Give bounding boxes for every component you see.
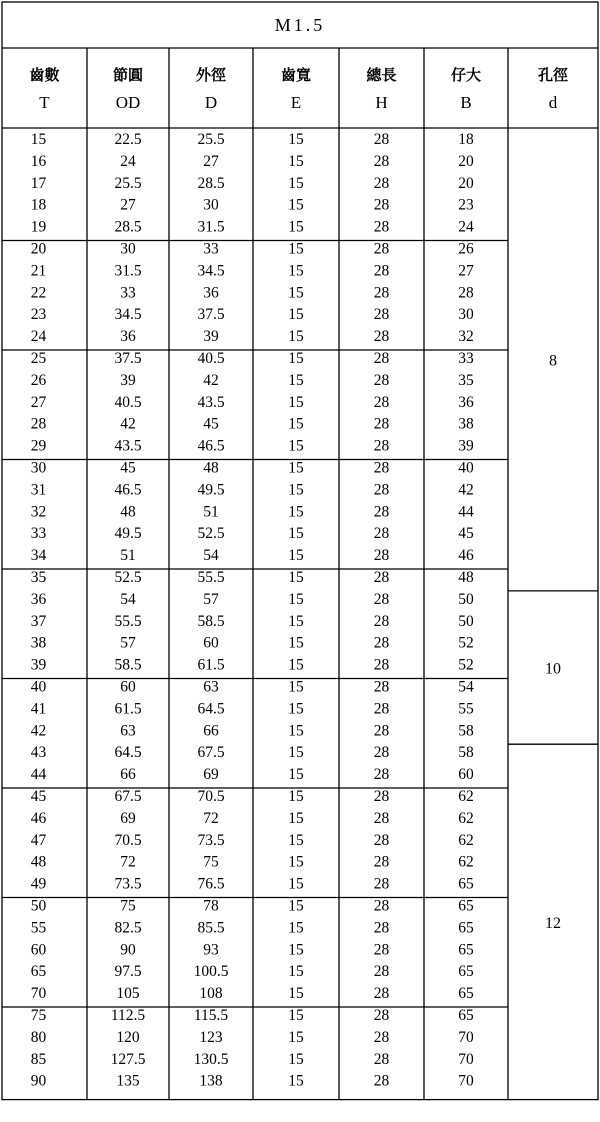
table-cell: 52: [458, 656, 474, 674]
header-name: 總長: [366, 66, 397, 84]
table-cell: 15: [288, 503, 304, 521]
table-cell: 15: [288, 1007, 304, 1024]
table-cell: 28: [373, 240, 390, 258]
table-cell: 65: [458, 985, 474, 1003]
table-cell: 36: [30, 590, 47, 608]
table-cell: 58.5: [197, 612, 225, 630]
header-symbol: H: [375, 93, 388, 112]
table-cell: 15: [288, 941, 304, 959]
table-cell: 28: [373, 853, 390, 871]
table-cell: 45: [120, 459, 136, 477]
table-cell: 35: [458, 371, 474, 389]
table-cell: 35: [30, 569, 47, 586]
table-cell: 28: [373, 1007, 390, 1024]
table-cell: 54: [458, 678, 474, 696]
table-cell: 33: [30, 525, 47, 543]
table-cell: 15: [288, 766, 304, 784]
header-cell: [365, 66, 396, 112]
table-cell: 33: [458, 350, 474, 367]
table-cell: 75: [203, 853, 219, 871]
table-cell: 28: [373, 919, 390, 937]
table-cell: 61.5: [197, 656, 225, 674]
table-cell: 15: [288, 547, 304, 565]
table-cell: 28.5: [114, 218, 142, 236]
table-cell: 28: [373, 152, 390, 170]
table-cell: 90: [120, 941, 136, 959]
table-cell: 78: [203, 897, 219, 915]
table-cell: 15: [288, 306, 304, 324]
table-cell: 65: [458, 897, 474, 915]
table-cell: 28: [373, 1072, 390, 1090]
table-cell: 28: [373, 744, 390, 762]
table-cell: 33: [120, 284, 136, 302]
table-cell: 72: [120, 853, 136, 871]
header-cell: [538, 66, 568, 112]
table-cell: 65: [458, 1007, 474, 1024]
table-cell: 34: [30, 547, 47, 565]
table-cell: 27: [458, 262, 474, 280]
header-cell: [196, 66, 226, 112]
table-cell: 42: [458, 481, 474, 499]
table-cell: 15: [288, 678, 304, 696]
table-cell: 31.5: [114, 262, 142, 280]
table-cell: 15: [288, 1072, 304, 1090]
table-cell: 47: [30, 831, 47, 849]
table-cell: 15: [288, 656, 304, 674]
table-cell: 28: [373, 612, 390, 630]
table-cell: 45: [203, 415, 219, 433]
table-cell: 58.5: [114, 656, 142, 674]
table-cell: 28: [373, 525, 390, 543]
table-cell: 52.5: [197, 525, 225, 543]
table-cell: 63: [120, 722, 136, 740]
table-cell: 49.5: [197, 481, 225, 499]
table-cell: 115.5: [193, 1007, 229, 1024]
table-cell: 25: [30, 350, 47, 367]
table-cell: 20: [30, 240, 47, 258]
table-cell: 26: [458, 240, 474, 258]
header-name: 外徑: [195, 66, 227, 84]
table-cell: 42: [30, 722, 47, 740]
table-cell: 38: [458, 415, 474, 433]
table-cell: 28: [373, 262, 390, 280]
table-row: [31, 328, 474, 345]
table-cell: 85: [30, 1050, 47, 1068]
table-cell: 28: [373, 722, 390, 740]
table-cell: 48: [203, 459, 219, 477]
table-cell: 73.5: [197, 831, 225, 849]
table-cell: 15: [288, 174, 304, 192]
table-cell: 64.5: [114, 744, 142, 762]
table-cell: 15: [288, 284, 304, 302]
table-cell: 69: [120, 809, 136, 827]
table-cell: 64.5: [197, 700, 225, 718]
table-cell: 39: [203, 328, 219, 346]
table-cell: 72: [203, 809, 219, 827]
table-cell: 62: [458, 788, 474, 805]
table-cell: 39: [30, 656, 47, 674]
table-cell: 46.5: [197, 437, 225, 455]
table-cell: 15: [288, 196, 304, 214]
table-cell: 28: [373, 634, 390, 652]
table-cell: 28: [373, 678, 390, 696]
table-cell: 15: [288, 809, 304, 827]
table-cell: 50: [30, 897, 47, 915]
table-cell: 15: [288, 218, 304, 236]
table-cell: 15: [288, 525, 304, 543]
table-cell: 46: [30, 809, 47, 827]
table-cell: 21: [30, 262, 47, 280]
table-cell: 29: [30, 437, 47, 455]
table-cell: 80: [30, 1028, 47, 1046]
table-cell: 30: [120, 240, 136, 258]
bore-value: 12: [545, 914, 561, 932]
table-cell: 60: [30, 941, 47, 959]
table-cell: 60: [458, 766, 474, 784]
table-cell: 36: [458, 393, 474, 411]
table-cell: 48: [30, 853, 47, 871]
table-cell: 15: [288, 240, 304, 258]
table-cell: 67.5: [197, 744, 225, 762]
table-cell: 63: [203, 678, 219, 696]
table-cell: 48: [458, 569, 474, 586]
table-cell: 19: [30, 218, 47, 236]
table-cell: 28: [373, 809, 390, 827]
table-cell: 15: [288, 744, 304, 762]
table-cell: 15: [288, 437, 304, 455]
table-cell: 20: [458, 152, 474, 170]
table-cell: 32: [30, 503, 47, 521]
header-name: 齒寬: [280, 66, 312, 84]
header-symbol: OD: [115, 93, 141, 112]
table-cell: 54: [120, 590, 136, 608]
table-cell: 28: [373, 875, 390, 893]
table-cell: 25.5: [114, 174, 142, 192]
table-cell: 130.5: [193, 1050, 229, 1068]
table-cell: 57: [120, 634, 136, 652]
table-cell: 28: [373, 437, 390, 455]
table-cell: 28.5: [197, 174, 225, 192]
table-cell: 18: [30, 196, 47, 214]
table-cell: 28: [373, 569, 390, 586]
table-cell: 15: [288, 722, 304, 740]
table-cell: 44: [30, 766, 47, 784]
header-cell: [29, 66, 59, 112]
table-cell: 28: [373, 350, 390, 367]
table-cell: 28: [373, 328, 390, 346]
table-cell: 30: [203, 196, 219, 214]
table-cell: 28: [373, 459, 390, 477]
table-cell: 15: [288, 481, 304, 499]
table-cell: 28: [373, 174, 390, 192]
table-cell: 15: [288, 875, 304, 893]
table-cell: 62: [458, 809, 474, 827]
table-cell: 20: [458, 174, 474, 192]
table-cell: 69: [203, 766, 219, 784]
table-cell: 60: [120, 678, 136, 696]
table-cell: 28: [373, 415, 390, 433]
table-cell: 70: [30, 985, 47, 1003]
table-cell: 15: [288, 262, 304, 280]
table-cell: 65: [458, 875, 474, 893]
table-cell: 15: [288, 371, 304, 389]
table-cell: 52: [458, 634, 474, 652]
table-cell: 32: [458, 328, 474, 346]
table-cell: 67.5: [114, 788, 142, 805]
table-cell: 15: [288, 1050, 304, 1068]
table-cell: 135: [116, 1072, 140, 1090]
table-cell: 112.5: [110, 1007, 146, 1024]
table-cell: 27: [203, 152, 219, 170]
table-cell: 28: [373, 371, 390, 389]
table-cell: 58: [458, 722, 474, 740]
table-cell: 55: [458, 700, 474, 718]
table-cell: 45: [30, 788, 47, 805]
table-cell: 138: [199, 1072, 223, 1090]
table-cell: 105: [116, 985, 140, 1003]
table-cell: 28: [373, 503, 390, 521]
table-cell: 23: [458, 196, 474, 214]
table-cell: 58: [458, 744, 474, 762]
table-cell: 39: [120, 371, 136, 389]
table-cell: 26: [30, 371, 47, 389]
table-cell: 27: [120, 196, 136, 214]
table-cell: 37: [30, 612, 47, 630]
table-cell: 23: [30, 306, 47, 324]
table-cell: 43.5: [197, 393, 225, 411]
table-cell: 36: [203, 284, 219, 302]
table-cell: 120: [116, 1028, 140, 1046]
table-cell: 38: [30, 634, 47, 652]
table-cell: 60: [203, 634, 219, 652]
table-cell: 100.5: [193, 963, 229, 981]
table-cell: 90: [30, 1072, 47, 1090]
table-cell: 28: [458, 284, 474, 302]
table-row: [31, 657, 474, 674]
table-cell: 62: [458, 831, 474, 849]
table-cell: 42: [203, 371, 219, 389]
table-cell: 65: [458, 963, 474, 981]
table-cell: 28: [373, 590, 390, 608]
header-symbol: T: [39, 93, 50, 112]
table-cell: 66: [120, 766, 136, 784]
header-cell: [281, 66, 311, 112]
table-cell: 37.5: [114, 350, 142, 367]
table-cell: 51: [120, 547, 136, 565]
table-cell: 28: [373, 218, 390, 236]
table-cell: 65: [458, 919, 474, 937]
table-title: M1.5: [274, 15, 326, 35]
table-cell: 57: [203, 590, 219, 608]
table-cell: 66: [203, 722, 219, 740]
table-cell: 15: [30, 131, 47, 148]
table-cell: 28: [373, 700, 390, 718]
table-cell: 15: [288, 569, 304, 586]
table-cell: 28: [373, 985, 390, 1003]
table-cell: 34.5: [197, 262, 225, 280]
table-cell: 93: [203, 941, 219, 959]
table-cell: 28: [373, 284, 390, 302]
table-cell: 28: [373, 831, 390, 849]
table-cell: 65: [458, 941, 474, 959]
table-cell: 28: [373, 306, 390, 324]
table-cell: 70: [458, 1072, 474, 1090]
table-cell: 45: [458, 525, 474, 543]
table-cell: 85.5: [197, 919, 225, 937]
table-cell: 15: [288, 131, 304, 148]
table-cell: 43.5: [114, 437, 142, 455]
table-cell: 75: [120, 897, 136, 915]
table-cell: 15: [288, 393, 304, 411]
table-cell: 52.5: [114, 569, 142, 586]
table-cell: 49.5: [114, 525, 142, 543]
table-cell: 42: [120, 415, 136, 433]
header-symbol: B: [460, 93, 472, 112]
table-row: [31, 481, 474, 498]
table-cell: 55.5: [197, 569, 225, 586]
table-cell: 65: [30, 963, 47, 981]
table-cell: 75: [30, 1007, 47, 1024]
table-cell: 22.5: [114, 131, 142, 148]
header-symbol: d: [548, 93, 558, 112]
table-cell: 28: [373, 897, 390, 915]
table-cell: 70.5: [114, 831, 142, 849]
table-cell: 31.5: [197, 218, 225, 236]
table-row: [31, 854, 474, 871]
table-cell: 17: [30, 174, 47, 192]
table-cell: 127.5: [110, 1050, 146, 1068]
table-cell: 40.5: [197, 350, 225, 367]
table-cell: 55.5: [114, 612, 142, 630]
table-cell: 28: [30, 415, 47, 433]
table-cell: 39: [458, 437, 474, 455]
table-cell: 82.5: [114, 919, 142, 937]
table-cell: 36: [120, 328, 136, 346]
table-cell: 15: [288, 634, 304, 652]
table-cell: 15: [288, 328, 304, 346]
table-cell: 28: [373, 196, 390, 214]
table-cell: 25.5: [197, 131, 225, 148]
table-cell: 43: [30, 744, 47, 762]
table-cell: 28: [373, 393, 390, 411]
table-cell: 24: [120, 152, 136, 170]
table-cell: 16: [30, 152, 47, 170]
table-cell: 28: [373, 1050, 390, 1068]
header-name: 仔大: [450, 66, 482, 84]
table-cell: 15: [288, 985, 304, 1003]
table-cell: 41: [30, 700, 47, 718]
table-cell: 31: [30, 481, 47, 499]
table-cell: 49: [30, 875, 47, 893]
table-cell: 50: [458, 612, 474, 630]
table-cell: 73.5: [114, 875, 142, 893]
table-cell: 108: [199, 985, 223, 1003]
table-cell: 40.5: [114, 393, 142, 411]
bore-value: 8: [549, 352, 557, 370]
table-cell: 54: [203, 547, 219, 565]
table-cell: 15: [288, 590, 304, 608]
table-cell: 28: [373, 963, 390, 981]
table-cell: 123: [199, 1028, 223, 1046]
table-cell: 15: [288, 350, 304, 367]
table-cell: 15: [288, 897, 304, 915]
table-cell: 30: [30, 459, 47, 477]
table-cell: 46: [458, 547, 474, 565]
table-cell: 15: [288, 919, 304, 937]
table-cell: 15: [288, 1028, 304, 1046]
table-cell: 40: [30, 678, 47, 696]
table-cell: 28: [373, 547, 390, 565]
table-cell: 28: [373, 656, 390, 674]
table-cell: 62: [458, 853, 474, 871]
table-cell: 61.5: [114, 700, 142, 718]
table-cell: 15: [288, 963, 304, 981]
table-cell: 28: [373, 766, 390, 784]
table-cell: 28: [373, 481, 390, 499]
table-cell: 24: [30, 328, 47, 346]
table-cell: 44: [458, 503, 474, 521]
table-cell: 24: [458, 218, 474, 236]
table-cell: 15: [288, 700, 304, 718]
header-cell: [451, 66, 481, 112]
table-cell: 50: [458, 590, 474, 608]
header-symbol: D: [204, 93, 218, 112]
table-cell: 28: [373, 941, 390, 959]
header-name: 齒數: [29, 66, 60, 84]
table-cell: 27: [30, 393, 47, 411]
table-row: [31, 635, 474, 652]
table-cell: 34.5: [114, 306, 142, 324]
table-cell: 70: [458, 1028, 474, 1046]
table-cell: 46.5: [114, 481, 142, 499]
table-cell: 15: [288, 831, 304, 849]
table-cell: 15: [288, 459, 304, 477]
table-cell: 18: [458, 131, 474, 148]
table-cell: 28: [373, 788, 390, 805]
table-row: [31, 788, 474, 805]
table-cell: 15: [288, 853, 304, 871]
table-cell: 55: [30, 919, 47, 937]
header-cell: [113, 66, 143, 112]
table-row: [31, 810, 474, 827]
table-row: [31, 832, 474, 849]
table-cell: 15: [288, 152, 304, 170]
table-cell: 37.5: [197, 306, 225, 324]
table-cell: 48: [120, 503, 136, 521]
table-cell: 30: [458, 306, 474, 324]
table-cell: 15: [288, 612, 304, 630]
header-name: 孔徑: [537, 66, 569, 84]
bore-value: 10: [545, 660, 561, 678]
table-cell: 33: [203, 240, 219, 258]
header-symbol: E: [290, 93, 302, 112]
table-cell: 76.5: [197, 875, 225, 893]
table-cell: 15: [288, 788, 304, 805]
table-cell: 40: [458, 459, 474, 477]
table-cell: 22: [30, 284, 47, 302]
header-name: 節圓: [112, 66, 144, 84]
table-cell: 51: [203, 503, 219, 521]
table-cell: 97.5: [114, 963, 142, 981]
table-cell: 28: [373, 131, 390, 148]
table-cell: 70.5: [197, 788, 225, 805]
table-cell: 70: [458, 1050, 474, 1068]
table-cell: 15: [288, 415, 304, 433]
table-cell: 28: [373, 1028, 390, 1046]
